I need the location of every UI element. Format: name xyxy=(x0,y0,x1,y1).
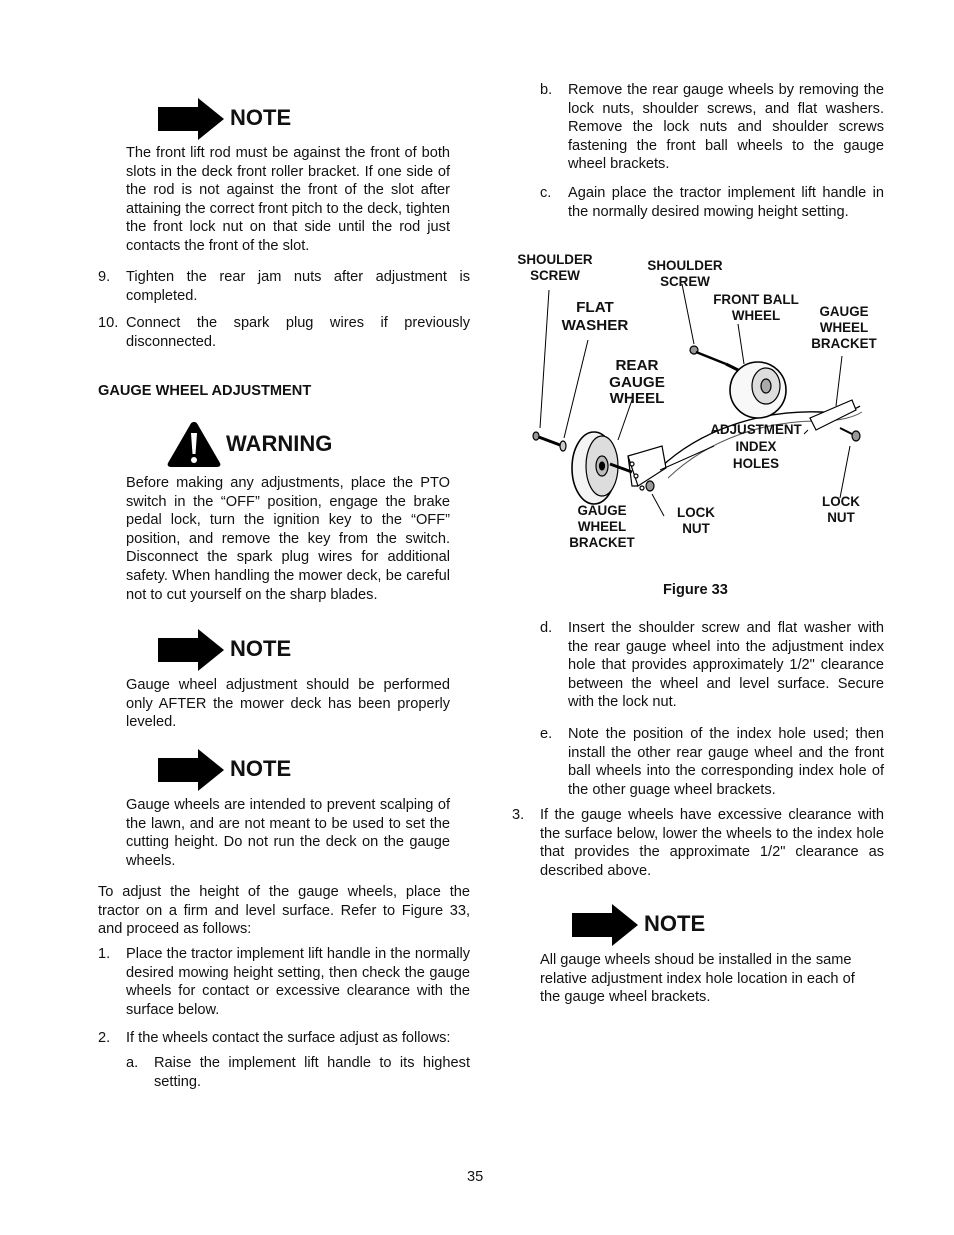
list-item-text: Connect the spark plug wires if previously disconnected. xyxy=(126,315,470,350)
note-title: NOTE xyxy=(230,105,292,130)
list-item-text: Again place the tractor implement lift handle in the normally desired mowing height setting. xyxy=(568,185,884,220)
warning-triangle-icon xyxy=(166,420,222,468)
list-item xyxy=(126,1054,470,1094)
label-line: WHEEL xyxy=(731,308,781,323)
label-line: REAR xyxy=(615,357,659,374)
warning-heading xyxy=(166,420,366,470)
list-item xyxy=(512,806,884,882)
label-gauge-wheel-bracket xyxy=(562,503,642,551)
label-line: SHOULDER xyxy=(517,252,593,267)
note-heading xyxy=(158,98,358,142)
label-line: WHEEL xyxy=(609,390,665,407)
label-line: HOLES xyxy=(732,456,780,471)
list-item-number: 3. xyxy=(512,807,525,823)
warning-body: Before making any adjustments, place the PTO switch in the “OFF” position, engage the brake pedal lock, turn the ignition key to the “OFF” position, and remove the key from the switch. Disconnect the spark plug wires for additional safety. When handling the mower deck, be careful not to cut yourself on the sharp blades. xyxy=(126,475,450,603)
intro-paragraph: To adjust the height of the gauge wheels, place the tractor on a firm and level surface. Refer to Figure 33, and proceed as follows: xyxy=(98,884,470,938)
list-item-text: Remove the rear gauge wheels by removing the lock nuts, shoulder screws, and flat washers. Remove the lock nuts and shoulder screws fastening the front ball wheels to the gauge wheel brackets. xyxy=(568,82,884,173)
label-line: ADJUSTMENT xyxy=(710,422,802,437)
note-body: The front lift rod must be against the front of both slots in the deck front roller bracket. If one side of the rod is not against the front of the slot after attaining the correct front pitch to the deck, tighten the front lock nut on that side until the rod just contacts the front of the slot. xyxy=(126,145,450,254)
list-item-letter: a. xyxy=(126,1055,139,1071)
label-front-ball-wheel xyxy=(706,292,806,324)
label-lock-nut xyxy=(666,505,726,537)
label-line: GAUGE xyxy=(577,503,627,518)
page-number: 35 xyxy=(467,1169,484,1185)
label-line: NUT xyxy=(827,510,855,525)
label-rear-gauge-wheel xyxy=(598,358,676,408)
label-shoulder-screw xyxy=(642,258,728,290)
list-item-letter: d. xyxy=(540,620,553,636)
list-item-letter: c. xyxy=(540,185,552,201)
label-line: BRACKET xyxy=(811,336,877,351)
note-heading xyxy=(572,904,772,948)
label-line: LOCK xyxy=(822,494,860,509)
label-line: SCREW xyxy=(530,268,580,283)
note-heading xyxy=(158,749,358,793)
list-item-text: Insert the shoulder screw and flat washer with the rear gauge wheel into the adjustment index hole that provides approximately 1/2" clearance between the wheel and level surface. Secure with the lock nut. xyxy=(568,620,884,711)
note-title: NOTE xyxy=(644,911,706,936)
label-line: INDEX xyxy=(735,439,777,454)
label-line: GAUGE xyxy=(609,373,665,391)
label-gauge-wheel-bracket xyxy=(804,304,884,352)
note-title: NOTE xyxy=(230,756,292,781)
list-item-number: 1. xyxy=(98,946,111,962)
list-item xyxy=(98,1029,470,1049)
label-line: LOCK xyxy=(677,505,715,520)
list-item-text: Place the tractor implement lift handle in the normally desired mowing height setting, then check the gauge wheels for contact or excessive clearance with the surface below. xyxy=(126,946,470,1018)
list-item xyxy=(540,184,884,224)
list-item-text: If the gauge wheels have excessive clearance with the surface below, lower the wheels to the index hole that provides the approximate 1/2" clearance as described above. xyxy=(540,807,884,879)
note-arrow-icon xyxy=(158,629,224,671)
note-title: NOTE xyxy=(230,636,292,661)
list-item-letter: b. xyxy=(540,82,553,98)
section-heading: GAUGE WHEEL ADJUSTMENT xyxy=(98,383,312,399)
label-line: SHOULDER xyxy=(647,258,723,273)
list-item xyxy=(540,619,884,715)
list-item-number: 10. xyxy=(98,315,119,331)
note-arrow-icon xyxy=(158,749,224,791)
list-item-text: Note the position of the index hole used; then install the other rear gauge wheel and the front ball wheels into the corresponding index hole of the other guage wheel brackets. xyxy=(568,726,884,798)
label-line: NUT xyxy=(682,521,710,536)
note-body: All gauge wheels shoud be installed in the same relative adjustment index hole location in each of the gauge wheel brackets. xyxy=(540,952,855,1006)
list-item-text: If the wheels contact the surface adjust as follows: xyxy=(126,1030,451,1046)
list-item-number: 9. xyxy=(98,269,111,285)
note-arrow-icon xyxy=(572,904,638,946)
list-item-letter: e. xyxy=(540,726,553,742)
list-item xyxy=(98,268,470,308)
label-line: BRACKET xyxy=(569,535,635,550)
note-body: Gauge wheel adjustment should be performed only AFTER the mower deck has been properly leveled. xyxy=(126,677,450,731)
label-adjustment-index-holes xyxy=(704,421,808,472)
list-item xyxy=(98,314,470,354)
label-flat-washer xyxy=(556,299,634,335)
list-item-text: Tighten the rear jam nuts after adjustment is completed. xyxy=(126,269,470,304)
label-line: FRONT BALL xyxy=(713,292,799,307)
note-body: Gauge wheels are intended to prevent scalping of the lawn, and are not meant to be used to set the cutting height. Do not run the deck on the gauge wheels. xyxy=(126,797,450,869)
note-arrow-icon xyxy=(158,98,224,140)
label-line: WHEEL xyxy=(577,519,627,534)
list-item xyxy=(98,945,470,1021)
label-lock-nut xyxy=(811,494,871,526)
warning-title: WARNING xyxy=(226,431,333,456)
label-line: WASHER xyxy=(561,317,629,334)
label-line: WHEEL xyxy=(819,320,869,335)
figure-caption: Figure 33 xyxy=(663,582,728,598)
label-line: FLAT xyxy=(576,299,614,316)
note-heading xyxy=(158,629,358,673)
list-item-number: 2. xyxy=(98,1030,111,1046)
label-line: SCREW xyxy=(660,274,710,289)
list-item xyxy=(540,81,884,177)
label-shoulder-screw xyxy=(512,252,598,284)
list-item-text: Raise the implement lift handle to its highest setting. xyxy=(154,1055,470,1090)
list-item xyxy=(540,725,884,801)
label-line: GAUGE xyxy=(819,304,869,319)
